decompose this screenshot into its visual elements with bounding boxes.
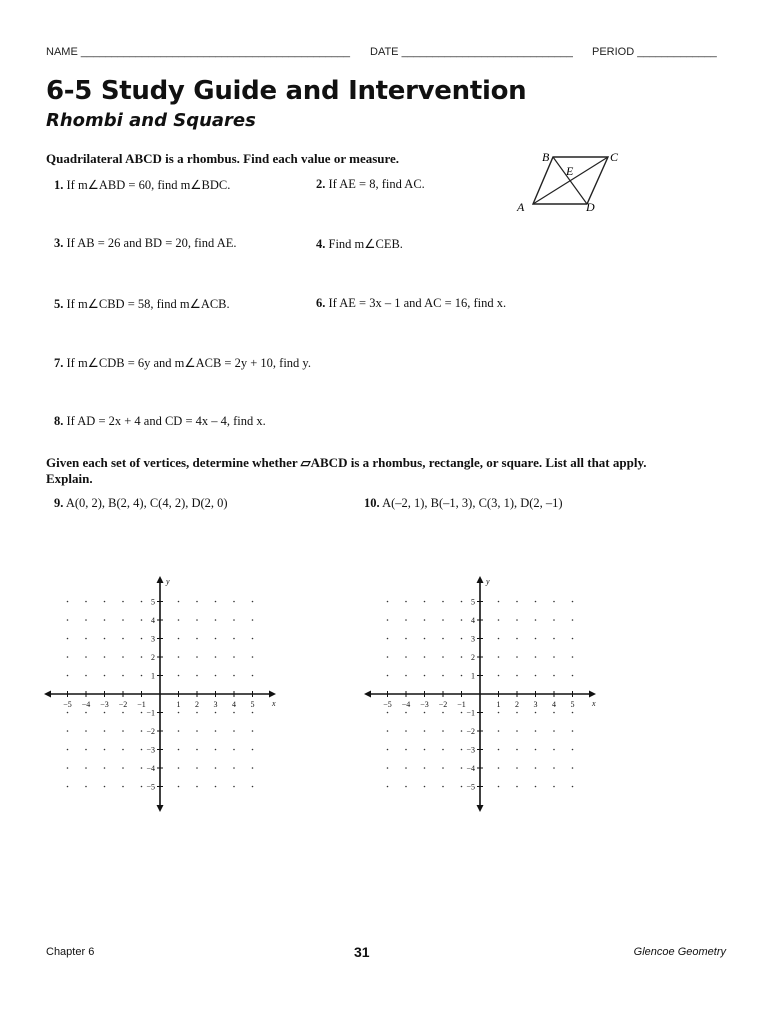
x-tick-label: 1 (496, 700, 501, 709)
grid-dot (215, 675, 217, 677)
grid-dot (516, 767, 518, 769)
grid-dot (405, 601, 407, 603)
page-number: 31 (354, 944, 370, 960)
grid-dot (122, 675, 124, 677)
grid-dot (215, 638, 217, 640)
grid-dot (498, 656, 500, 658)
grid-dot (535, 767, 537, 769)
grid-dot (252, 638, 254, 640)
grid-dot (252, 601, 254, 603)
page-title: 6-5 Study Guide and Intervention (46, 76, 527, 106)
rhombus-figure (510, 146, 630, 216)
grid-dot (178, 712, 180, 714)
grid-dot (553, 749, 555, 751)
x-tick-label: 3 (213, 700, 218, 709)
grid-dot (572, 730, 574, 732)
grid-dot (67, 786, 69, 788)
grid-dot (122, 749, 124, 751)
y-tick-label: 3 (471, 634, 475, 644)
y-tick-label: 5 (471, 597, 475, 607)
grid-dot (104, 767, 106, 769)
grid-dot (196, 619, 198, 621)
name-label: NAME (46, 46, 78, 58)
grid-dot (516, 638, 518, 640)
grid-dot (233, 638, 235, 640)
section2-instruction (46, 455, 726, 487)
x-tick-label: −5 (383, 700, 392, 709)
grid-dot (85, 675, 87, 677)
grid-dot (67, 656, 69, 658)
y-tick-label: 1 (151, 671, 155, 681)
grid-dot (572, 638, 574, 640)
grid-dot (461, 712, 463, 714)
grid-dot (442, 712, 444, 714)
y-tick-label: −1 (146, 708, 155, 718)
grid-dot (233, 656, 235, 658)
x-tick-label: −3 (420, 700, 429, 709)
x-axis-arrow-right (589, 691, 596, 698)
grid-dot (553, 712, 555, 714)
grid-dot (424, 675, 426, 677)
problem-9: 9. A(0, 2), B(2, 4), C(4, 2), D(2, 0) (54, 496, 228, 510)
grid-dot (85, 712, 87, 714)
grid-dot (196, 786, 198, 788)
name-field (46, 46, 350, 58)
grid-dot (405, 712, 407, 714)
section2-instruction-line2: Explain. (46, 471, 93, 486)
x-axis-label: x (592, 699, 596, 708)
grid-dot (572, 601, 574, 603)
y-tick-label: 2 (151, 653, 155, 662)
x-axis-arrow-right (269, 691, 276, 698)
grid-dot (424, 767, 426, 769)
grid-dot (196, 638, 198, 640)
grid-dot (572, 656, 574, 658)
grid-dot (196, 767, 198, 769)
grid-dot (196, 749, 198, 751)
grid-dot (104, 601, 106, 603)
y-tick-label: −4 (466, 764, 475, 773)
grid-dot (535, 638, 537, 640)
x-tick-label: −5 (63, 700, 72, 709)
grid-dot (141, 601, 143, 603)
vertex-label-a: A (517, 200, 525, 214)
grid-dot (178, 601, 180, 603)
grid-dot (104, 656, 106, 658)
grid-dot (405, 619, 407, 621)
grid-dot (67, 712, 69, 714)
grid-dot (405, 638, 407, 640)
grid-dot (572, 749, 574, 751)
grid-dot (442, 601, 444, 603)
grid-dot (535, 730, 537, 732)
grid-dot (178, 749, 180, 751)
grid-dot (405, 786, 407, 788)
y-axis-arrow-top (477, 576, 484, 583)
grid-dot (233, 767, 235, 769)
section2-instruction-line1: Given each set of vertices, determine whether ▱ABCD is a rhombus, rectangle, or square. List all that apply. (46, 455, 647, 470)
grid-dot (498, 712, 500, 714)
y-tick-label: 2 (471, 653, 475, 662)
y-tick-label: −5 (146, 782, 155, 792)
grid-dot (387, 749, 389, 751)
grid-dot (141, 712, 143, 714)
grid-dot (424, 601, 426, 603)
grid-dot (104, 730, 106, 732)
grid-dot (233, 786, 235, 788)
grid-dot (553, 601, 555, 603)
grid-dot (196, 730, 198, 732)
y-tick-label: 4 (471, 616, 475, 625)
problem-5: 5. If m∠CBD = 58, find m∠ACB. (54, 297, 230, 311)
grid-dot (141, 786, 143, 788)
grid-dot (141, 638, 143, 640)
grid-dot (196, 656, 198, 658)
grid-dot (85, 749, 87, 751)
y-tick-label: −5 (466, 782, 475, 792)
grid-dot (461, 749, 463, 751)
grid-dot (196, 712, 198, 714)
grid-dot (498, 601, 500, 603)
grid-dot (461, 638, 463, 640)
grid-dot (572, 712, 574, 714)
grid-dot (516, 601, 518, 603)
x-tick-label: 2 (515, 700, 519, 709)
period-field (592, 46, 717, 58)
grid-dot (498, 749, 500, 751)
grid-dot (215, 786, 217, 788)
grid-dot (461, 767, 463, 769)
x-axis-arrow-left (364, 691, 371, 698)
grid-dot (498, 786, 500, 788)
grid-dot (215, 749, 217, 751)
grid-dot (387, 786, 389, 788)
grid-dot (442, 619, 444, 621)
grid-dot (535, 619, 537, 621)
x-axis-arrow-left (44, 691, 51, 698)
grid-dot (85, 786, 87, 788)
problem-1: 1. If m∠ABD = 60, find m∠BDC. (54, 178, 231, 192)
grid-dot (535, 749, 537, 751)
y-tick-label: 4 (151, 616, 155, 625)
grid-dot (498, 619, 500, 621)
x-tick-label: 4 (232, 700, 236, 709)
grid-dot (461, 786, 463, 788)
grid-dot (461, 675, 463, 677)
grid-dot (215, 619, 217, 621)
grid-dot (122, 730, 124, 732)
x-tick-label: 3 (533, 700, 538, 709)
y-axis-arrow-bottom (157, 805, 164, 812)
y-tick-label: 1 (471, 671, 475, 681)
grid-dot (424, 638, 426, 640)
grid-dot (122, 619, 124, 621)
grid-dot (535, 601, 537, 603)
grid-dot (67, 619, 69, 621)
grid-dot (387, 601, 389, 603)
x-axis-label: x (272, 699, 276, 708)
grid-dot (196, 675, 198, 677)
grid-dot (178, 767, 180, 769)
grid-dot (122, 767, 124, 769)
grid-dot (461, 730, 463, 732)
grid-dot (215, 730, 217, 732)
grid-dot (442, 638, 444, 640)
grid-dot (233, 730, 235, 732)
grid-dot (122, 786, 124, 788)
grid-dot (67, 767, 69, 769)
footer-book: Glencoe Geometry (633, 946, 726, 958)
grid-dot (387, 767, 389, 769)
grid-dot (405, 749, 407, 751)
date-line: ____________________________ (401, 46, 573, 58)
grid-dot (572, 619, 574, 621)
grid-dot (535, 675, 537, 677)
grid-dot (572, 675, 574, 677)
grid-dot (405, 730, 407, 732)
grid-dot (553, 730, 555, 732)
grid-dot (85, 656, 87, 658)
grid-dot (252, 730, 254, 732)
grid-dot (498, 767, 500, 769)
grid-dot (178, 675, 180, 677)
grid-dot (233, 619, 235, 621)
grid-dot (405, 767, 407, 769)
x-tick-label: 5 (570, 700, 575, 709)
grid-dot (252, 767, 254, 769)
x-tick-label: 4 (552, 700, 556, 709)
grid-dot (442, 675, 444, 677)
grid-dot (387, 619, 389, 621)
grid-dot (498, 675, 500, 677)
grid-dot (553, 619, 555, 621)
footer-chapter: Chapter 6 (46, 946, 95, 958)
period-line: _____________ (637, 46, 717, 58)
grid-dot (535, 656, 537, 658)
problem-2: 2. If AE = 8, find AC. (316, 177, 425, 191)
grid-dot (67, 730, 69, 732)
coordinate-grid-10 (360, 572, 600, 814)
grid-dot (215, 712, 217, 714)
grid-dot (424, 619, 426, 621)
vertex-label-b: B (542, 150, 550, 164)
date-field (370, 46, 573, 58)
y-tick-label: 5 (151, 597, 155, 607)
period-label: PERIOD (592, 46, 635, 58)
grid-dot (387, 730, 389, 732)
grid-dot (405, 656, 407, 658)
grid-dot (516, 712, 518, 714)
grid-dot (442, 749, 444, 751)
grid-dot (104, 786, 106, 788)
grid-dot (461, 656, 463, 658)
problem-7: 7. If m∠CDB = 6y and m∠ACB = 2y + 10, find y. (54, 356, 311, 370)
grid-dot (442, 730, 444, 732)
grid-dot (387, 656, 389, 658)
grid-dot (141, 619, 143, 621)
problem-4: 4. Find m∠CEB. (316, 237, 403, 251)
grid-dot (572, 767, 574, 769)
coordinate-grid-9 (40, 572, 280, 814)
x-tick-label: −1 (457, 700, 466, 709)
y-axis-arrow-bottom (477, 805, 484, 812)
grid-dot (141, 675, 143, 677)
grid-dot (122, 656, 124, 658)
grid-dot (104, 749, 106, 751)
grid-dot (85, 619, 87, 621)
x-tick-label: −2 (118, 700, 128, 709)
grid-dot (104, 638, 106, 640)
page-subtitle: Rhombi and Squares (46, 110, 256, 131)
grid-dot (122, 638, 124, 640)
grid-dot (178, 619, 180, 621)
grid-dot (461, 619, 463, 621)
grid-dot (178, 786, 180, 788)
grid-dot (553, 767, 555, 769)
grid-dot (233, 749, 235, 751)
grid-dot (516, 749, 518, 751)
grid-dot (387, 675, 389, 677)
y-tick-label: 3 (151, 634, 155, 644)
grid-dot (442, 656, 444, 658)
grid-dot (141, 730, 143, 732)
problem-8: 8. If AD = 2x + 4 and CD = 4x – 4, find x. (54, 414, 266, 428)
grid-dot (553, 638, 555, 640)
grid-dot (516, 786, 518, 788)
grid-dot (104, 675, 106, 677)
grid-dot (85, 767, 87, 769)
grid-dot (498, 730, 500, 732)
grid-dot (178, 730, 180, 732)
grid-dot (516, 675, 518, 677)
grid-dot (85, 601, 87, 603)
grid-dot (387, 712, 389, 714)
grid-dot (215, 656, 217, 658)
x-tick-label: −1 (137, 700, 146, 709)
grid-dot (252, 619, 254, 621)
grid-dot (215, 767, 217, 769)
grid-dot (215, 601, 217, 603)
y-axis-arrow-top (157, 576, 164, 583)
grid-dot (461, 601, 463, 603)
grid-dot (67, 749, 69, 751)
grid-dot (233, 675, 235, 677)
grid-dot (405, 675, 407, 677)
grid-dot (141, 656, 143, 658)
grid-dot (122, 601, 124, 603)
grid-dot (442, 786, 444, 788)
grid-dot (535, 712, 537, 714)
grid-dot (252, 749, 254, 751)
grid-dot (424, 712, 426, 714)
grid-dot (252, 712, 254, 714)
problem-6: 6. If AE = 3x – 1 and AC = 16, find x. (316, 296, 507, 310)
y-tick-label: −3 (146, 745, 155, 755)
grid-dot (67, 675, 69, 677)
grid-dot (196, 601, 198, 603)
grid-dot (104, 712, 106, 714)
y-tick-label: −3 (466, 745, 475, 755)
grid-dot (141, 749, 143, 751)
y-tick-label: −1 (466, 708, 475, 718)
grid-dot (516, 730, 518, 732)
grid-dot (252, 786, 254, 788)
x-tick-label: 2 (195, 700, 199, 709)
grid-dot (572, 786, 574, 788)
grid-dot (178, 656, 180, 658)
y-axis-label: y (166, 577, 170, 586)
vertex-label-c: C (610, 150, 619, 164)
grid-dot (252, 656, 254, 658)
grid-dot (424, 656, 426, 658)
problem-10: 10. A(–2, 1), B(–1, 3), C(3, 1), D(2, –1) (364, 496, 563, 510)
grid-dot (442, 767, 444, 769)
grid-dot (424, 749, 426, 751)
name-line: ____________________________________________ (80, 46, 351, 58)
grid-dot (104, 619, 106, 621)
y-tick-label: −2 (466, 727, 475, 736)
grid-dot (516, 656, 518, 658)
vertex-label-d: D (586, 200, 595, 214)
x-tick-label: 5 (250, 700, 255, 709)
grid-dot (252, 675, 254, 677)
grid-dot (85, 730, 87, 732)
grid-dot (498, 638, 500, 640)
grid-dot (233, 601, 235, 603)
grid-dot (553, 675, 555, 677)
grid-dot (535, 786, 537, 788)
x-tick-label: −4 (81, 700, 91, 709)
y-tick-label: −4 (146, 764, 155, 773)
grid-dot (85, 638, 87, 640)
vertex-label-e: E (566, 164, 574, 178)
grid-dot (553, 786, 555, 788)
grid-dot (424, 730, 426, 732)
section1-instruction: Quadrilateral ABCD is a rhombus. Find each value or measure. (46, 151, 400, 166)
y-tick-label: −2 (146, 727, 155, 736)
problem-3: 3. If AB = 26 and BD = 20, find AE. (54, 236, 237, 250)
x-tick-label: −2 (438, 700, 448, 709)
grid-dot (141, 767, 143, 769)
grid-dot (233, 712, 235, 714)
x-tick-label: −3 (100, 700, 109, 709)
grid-dot (387, 638, 389, 640)
grid-dot (553, 656, 555, 658)
grid-dot (178, 638, 180, 640)
grid-dot (516, 619, 518, 621)
grid-dot (122, 712, 124, 714)
x-tick-label: 1 (176, 700, 181, 709)
y-axis-label: y (486, 577, 490, 586)
grid-dot (67, 601, 69, 603)
grid-dot (424, 786, 426, 788)
grid-dot (67, 638, 69, 640)
x-tick-label: −4 (401, 700, 411, 709)
date-label: DATE (370, 46, 399, 58)
